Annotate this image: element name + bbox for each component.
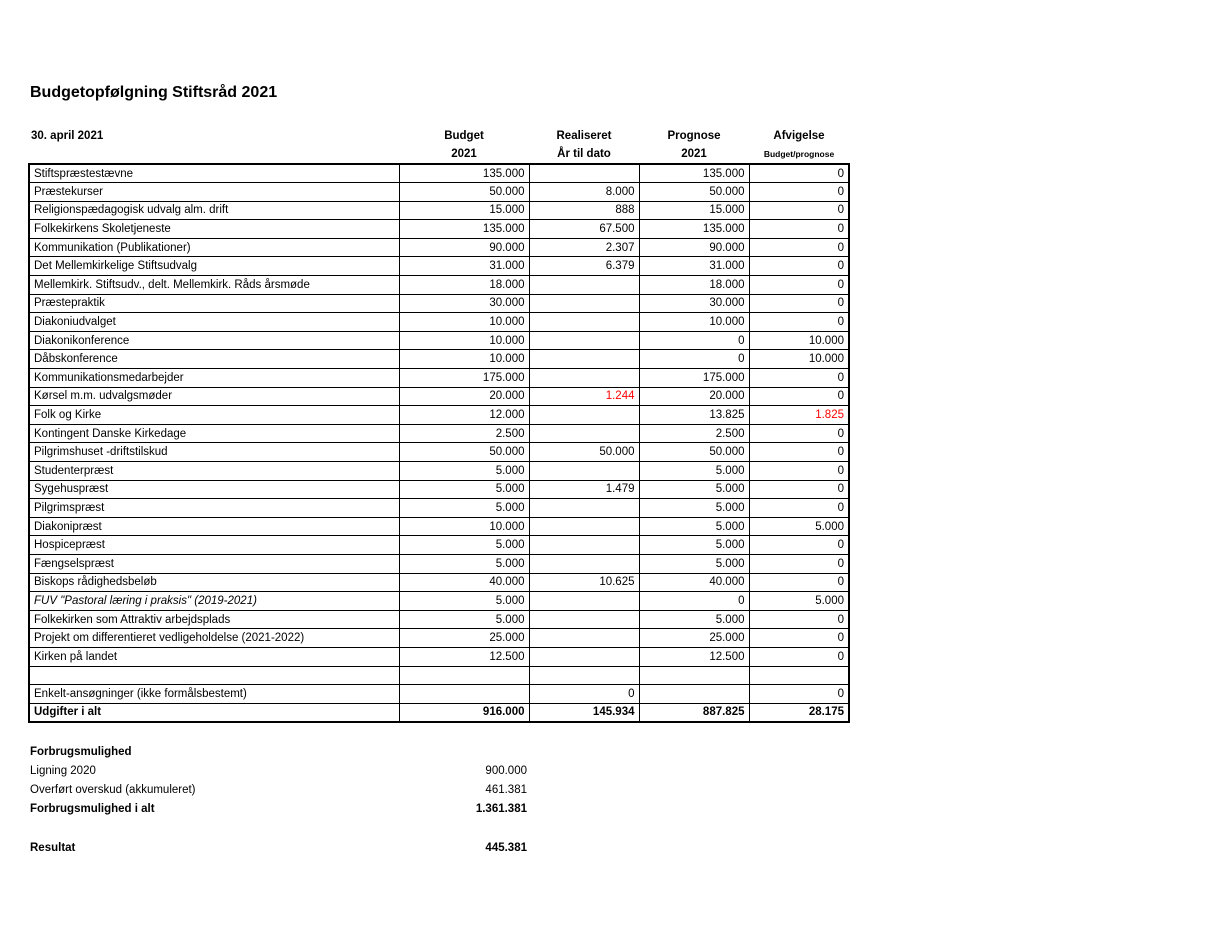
row-label: Folkekirken som Attraktiv arbejdsplads: [29, 610, 399, 629]
col-subheader-empty: [29, 145, 399, 164]
afvigelse-cell: 0: [749, 387, 849, 406]
table-row: [29, 406, 849, 425]
row-label: Hospicepræst: [29, 536, 399, 555]
table-row: [29, 629, 849, 648]
afvigelse-cell: 0: [749, 238, 849, 257]
table-row: [29, 201, 849, 220]
realiseret-cell: [529, 536, 639, 555]
summary-row: [30, 761, 527, 780]
realiseret-cell: 145.934: [529, 703, 639, 722]
table-row: [29, 443, 849, 462]
table-row: [29, 462, 849, 481]
afvigelse-cell: 0: [749, 647, 849, 666]
summary-row: [30, 800, 527, 819]
table-row: [29, 666, 849, 685]
realiseret-cell: 6.379: [529, 257, 639, 276]
budget-cell: 20.000: [399, 387, 529, 406]
afvigelse-cell: 5.000: [749, 592, 849, 611]
budget-cell: 5.000: [399, 462, 529, 481]
table-row: [29, 573, 849, 592]
table-row: [29, 220, 849, 239]
prognose-cell: 5.000: [639, 517, 749, 536]
realiseret-cell: 1.479: [529, 480, 639, 499]
prognose-cell: 135.000: [639, 220, 749, 239]
prognose-cell: 5.000: [639, 480, 749, 499]
table-row: [29, 387, 849, 406]
prognose-cell: 13.825: [639, 406, 749, 425]
table-row: [29, 350, 849, 369]
table-row: [29, 685, 849, 704]
row-label: Præstepraktik: [29, 294, 399, 313]
row-label: Religionspædagogisk udvalg alm. drift: [29, 201, 399, 220]
prognose-cell: 15.000: [639, 201, 749, 220]
row-label: Diakonikonference: [29, 331, 399, 350]
realiseret-cell: 0: [529, 685, 639, 704]
afvigelse-cell: 0: [749, 276, 849, 295]
result-label: Resultat: [30, 841, 76, 854]
row-label: Kommunikationsmedarbejder: [29, 369, 399, 388]
summary-heading: Forbrugsmulighed: [30, 745, 132, 758]
realiseret-cell: 67.500: [529, 220, 639, 239]
row-label: Biskops rådighedsbeløb: [29, 573, 399, 592]
afvigelse-cell: 0: [749, 685, 849, 704]
realiseret-cell: [529, 629, 639, 648]
prognose-cell: 20.000: [639, 387, 749, 406]
col-subheader-budget: 2021: [451, 148, 477, 160]
budget-cell: 135.000: [399, 164, 529, 183]
summary-row-label: Forbrugsmulighed i alt: [30, 803, 155, 816]
budget-cell: 12.500: [399, 647, 529, 666]
page-title: Budgetopfølgning Stiftsråd 2021: [30, 84, 278, 101]
afvigelse-cell: 0: [749, 573, 849, 592]
table-row: [29, 703, 849, 722]
report-date: 30. april 2021: [31, 130, 104, 142]
afvigelse-cell: 0: [749, 536, 849, 555]
budget-cell: 135.000: [399, 220, 529, 239]
budget-cell: 30.000: [399, 294, 529, 313]
table-body: [29, 164, 849, 722]
afvigelse-cell: 0: [749, 554, 849, 573]
prognose-cell: 2.500: [639, 424, 749, 443]
realiseret-cell: [529, 554, 639, 573]
table-row: [29, 480, 849, 499]
prognose-cell: 5.000: [639, 499, 749, 518]
row-label: Folkekirkens Skoletjeneste: [29, 220, 399, 239]
realiseret-cell: [529, 331, 639, 350]
prognose-cell: 40.000: [639, 573, 749, 592]
budget-cell: [399, 666, 529, 685]
afvigelse-cell: 0: [749, 313, 849, 332]
table-row: [29, 369, 849, 388]
realiseret-cell: [529, 276, 639, 295]
realiseret-cell: [529, 647, 639, 666]
afvigelse-cell: 10.000: [749, 331, 849, 350]
col-header-realiseret: Realiseret: [556, 130, 612, 142]
result-value: 445.381: [485, 841, 527, 854]
budget-cell: 5.000: [399, 610, 529, 629]
col-subheader-prognose: 2021: [681, 148, 707, 160]
realiseret-cell: 8.000: [529, 183, 639, 202]
realiseret-cell: [529, 424, 639, 443]
row-label: Diakonipræst: [29, 517, 399, 536]
row-label: Præstekurser: [29, 183, 399, 202]
afvigelse-cell: [749, 666, 849, 685]
realiseret-cell: [529, 294, 639, 313]
prognose-cell: 0: [639, 331, 749, 350]
row-label: Udgifter i alt: [29, 703, 399, 722]
table-row: [29, 238, 849, 257]
table-header: [29, 127, 849, 164]
realiseret-cell: 10.625: [529, 573, 639, 592]
row-label: [29, 666, 399, 685]
row-label: Kommunikation (Publikationer): [29, 238, 399, 257]
prognose-cell: 10.000: [639, 313, 749, 332]
summary-row-label: Overført overskud (akkumuleret): [30, 783, 196, 796]
row-label: Kontingent Danske Kirkedage: [29, 424, 399, 443]
prognose-cell: 0: [639, 350, 749, 369]
prognose-cell: 5.000: [639, 536, 749, 555]
table-row: [29, 517, 849, 536]
realiseret-cell: [529, 462, 639, 481]
row-label: Studenterpræst: [29, 462, 399, 481]
budget-cell: 40.000: [399, 573, 529, 592]
realiseret-cell: [529, 369, 639, 388]
col-header-budget: Budget: [444, 130, 484, 142]
prognose-cell: 25.000: [639, 629, 749, 648]
table-row: [29, 164, 849, 183]
afvigelse-cell: 1.825: [749, 406, 849, 425]
table-row: [29, 554, 849, 573]
afvigelse-cell: 10.000: [749, 350, 849, 369]
afvigelse-cell: 0: [749, 201, 849, 220]
afvigelse-cell: 0: [749, 183, 849, 202]
budget-cell: 31.000: [399, 257, 529, 276]
summary-row-value: 1.361.381: [475, 803, 527, 816]
col-header-afvigelse: Afvigelse: [773, 130, 825, 142]
realiseret-cell: 2.307: [529, 238, 639, 257]
afvigelse-cell: 0: [749, 443, 849, 462]
realiseret-cell: [529, 610, 639, 629]
realiseret-cell: [529, 499, 639, 518]
table-row: [29, 536, 849, 555]
budget-cell: 916.000: [399, 703, 529, 722]
afvigelse-cell: 0: [749, 424, 849, 443]
row-label: Enkelt-ansøgninger (ikke formålsbestemt): [29, 685, 399, 704]
result-row: [30, 838, 527, 857]
summary-row: [30, 780, 527, 799]
afvigelse-cell: 0: [749, 220, 849, 239]
realiseret-cell: 1.244: [529, 387, 639, 406]
afvigelse-cell: 0: [749, 462, 849, 481]
summary-section: [30, 742, 527, 857]
prognose-cell: 887.825: [639, 703, 749, 722]
budget-cell: 10.000: [399, 313, 529, 332]
afvigelse-cell: 0: [749, 499, 849, 518]
row-label: Pilgrimspræst: [29, 499, 399, 518]
budget-cell: 5.000: [399, 592, 529, 611]
summary-row-value: 461.381: [485, 783, 527, 796]
realiseret-cell: [529, 666, 639, 685]
row-label: Diakoniudvalget: [29, 313, 399, 332]
table-row: [29, 331, 849, 350]
budget-cell: [399, 685, 529, 704]
budget-cell: 18.000: [399, 276, 529, 295]
prognose-cell: 135.000: [639, 164, 749, 183]
budget-cell: 5.000: [399, 499, 529, 518]
table-row: [29, 257, 849, 276]
budget-cell: 10.000: [399, 331, 529, 350]
budget-cell: 10.000: [399, 350, 529, 369]
table-row: [29, 647, 849, 666]
col-header-prognose: Prognose: [667, 130, 721, 142]
prognose-cell: 5.000: [639, 554, 749, 573]
table-row: [29, 610, 849, 629]
row-label: Projekt om differentieret vedligeholdelse (2021-2022): [29, 629, 399, 648]
table-row: [29, 499, 849, 518]
afvigelse-cell: 0: [749, 164, 849, 183]
budget-cell: 175.000: [399, 369, 529, 388]
budget-cell: 50.000: [399, 443, 529, 462]
budget-cell: 50.000: [399, 183, 529, 202]
summary-row-value: 900.000: [485, 764, 527, 777]
prognose-cell: 50.000: [639, 183, 749, 202]
row-label: FUV "Pastoral læring i praksis" (2019-2021): [29, 592, 399, 611]
prognose-cell: 90.000: [639, 238, 749, 257]
afvigelse-cell: 0: [749, 629, 849, 648]
budget-cell: 5.000: [399, 536, 529, 555]
realiseret-cell: [529, 517, 639, 536]
table-row: [29, 313, 849, 332]
budget-cell: 5.000: [399, 554, 529, 573]
prognose-cell: 12.500: [639, 647, 749, 666]
realiseret-cell: [529, 406, 639, 425]
prognose-cell: [639, 685, 749, 704]
afvigelse-cell: 0: [749, 257, 849, 276]
table-row: [29, 183, 849, 202]
prognose-cell: 50.000: [639, 443, 749, 462]
table-row: [29, 592, 849, 611]
prognose-cell: 18.000: [639, 276, 749, 295]
col-subheader-realiseret: År til dato: [557, 148, 611, 160]
budget-cell: 12.000: [399, 406, 529, 425]
realiseret-cell: [529, 164, 639, 183]
budget-cell: 25.000: [399, 629, 529, 648]
realiseret-cell: [529, 592, 639, 611]
afvigelse-cell: 0: [749, 610, 849, 629]
budget-cell: 90.000: [399, 238, 529, 257]
row-label: Fængselspræst: [29, 554, 399, 573]
row-label: Mellemkirk. Stiftsudv., delt. Mellemkirk. Råds årsmøde: [29, 276, 399, 295]
budget-cell: 10.000: [399, 517, 529, 536]
prognose-cell: [639, 666, 749, 685]
budget-cell: 5.000: [399, 480, 529, 499]
prognose-cell: 0: [639, 592, 749, 611]
summary-spacer: [30, 819, 527, 838]
row-label: Kirken på landet: [29, 647, 399, 666]
budget-table: [28, 127, 850, 723]
prognose-cell: 31.000: [639, 257, 749, 276]
afvigelse-cell: 0: [749, 369, 849, 388]
summary-row-label: Ligning 2020: [30, 764, 96, 777]
row-label: Det Mellemkirkelige Stiftsudvalg: [29, 257, 399, 276]
afvigelse-cell: 28.175: [749, 703, 849, 722]
prognose-cell: 30.000: [639, 294, 749, 313]
row-label: Stiftspræstestævne: [29, 164, 399, 183]
afvigelse-cell: 0: [749, 480, 849, 499]
row-label: Kørsel m.m. udvalgsmøder: [29, 387, 399, 406]
prognose-cell: 5.000: [639, 610, 749, 629]
afvigelse-cell: 0: [749, 294, 849, 313]
row-label: Sygehuspræst: [29, 480, 399, 499]
realiseret-cell: 888: [529, 201, 639, 220]
row-label: Folk og Kirke: [29, 406, 399, 425]
table-row: [29, 294, 849, 313]
table-row: [29, 424, 849, 443]
prognose-cell: 5.000: [639, 462, 749, 481]
afvigelse-cell: 5.000: [749, 517, 849, 536]
realiseret-cell: 50.000: [529, 443, 639, 462]
budget-cell: 15.000: [399, 201, 529, 220]
table-row: [29, 276, 849, 295]
prognose-cell: 175.000: [639, 369, 749, 388]
realiseret-cell: [529, 350, 639, 369]
realiseret-cell: [529, 313, 639, 332]
row-label: Dåbskonference: [29, 350, 399, 369]
budget-cell: 2.500: [399, 424, 529, 443]
row-label: Pilgrimshuset -driftstilskud: [29, 443, 399, 462]
col-subheader-afvigelse: Budget/prognose: [763, 149, 835, 159]
